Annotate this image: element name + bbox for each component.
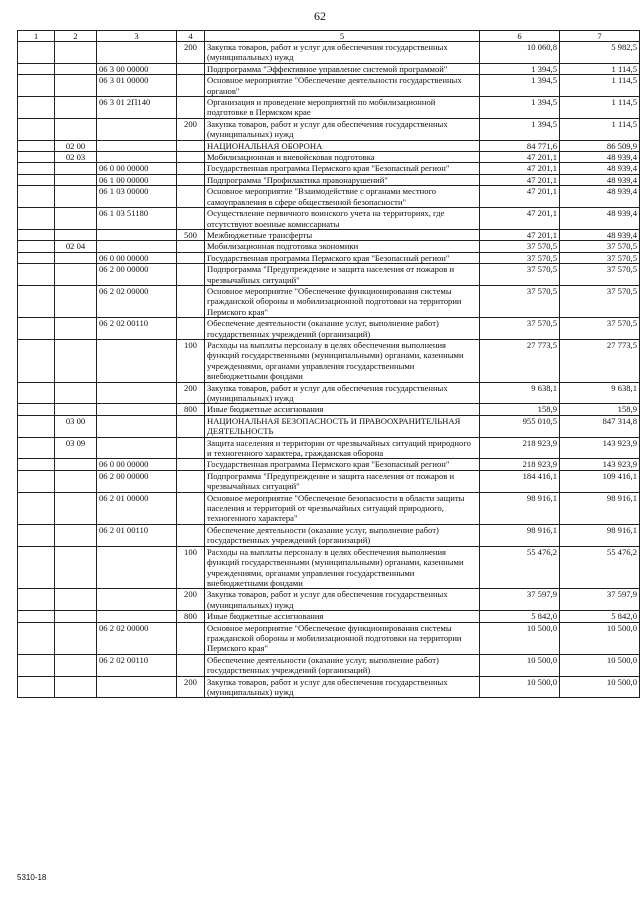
cell-target-article: 06 0 00 00000: [97, 459, 177, 470]
cell-amount-2: 109 416,1: [560, 470, 640, 492]
cell-col1: [18, 611, 55, 622]
table-row: [18, 186, 640, 208]
cell-name: Обеспечение деятельности (оказание услуг, выполнение работ) государственных учреждений (организаций): [205, 654, 480, 676]
cell-col1: [18, 174, 55, 185]
cell-name: Закупка товаров, работ и услуг для обеспечения государственных (муниципальных) нужд: [205, 589, 480, 611]
cell-target-article: 06 3 01 00000: [97, 75, 177, 97]
cell-amount-1: 955 010,5: [480, 415, 560, 437]
cell-target-article: 06 3 00 00000: [97, 63, 177, 74]
budget-table: [17, 30, 640, 698]
cell-col1: [18, 676, 55, 698]
cell-target-article: 06 2 00 00000: [97, 470, 177, 492]
column-header: 2: [55, 31, 97, 42]
cell-expense-type: [177, 186, 205, 208]
cell-name: Закупка товаров, работ и услуг для обеспечения государственных (муниципальных) нужд: [205, 118, 480, 140]
cell-target-article: 06 1 00 00000: [97, 174, 177, 185]
cell-expense-type: 200: [177, 42, 205, 64]
cell-col1: [18, 140, 55, 151]
cell-amount-1: 10 500,0: [480, 622, 560, 654]
cell-target-article: [97, 415, 177, 437]
column-header: 1: [18, 31, 55, 42]
cell-col1: [18, 622, 55, 654]
table-row: [18, 241, 640, 252]
cell-target-article: 06 3 01 2П140: [97, 97, 177, 119]
cell-expense-type: [177, 140, 205, 151]
cell-name: Основное мероприятие "Обеспечение функционирования системы гражданской обороны и мобилизационной подготовки на территории Пермского края": [205, 285, 480, 317]
cell-section: [55, 404, 97, 415]
cell-target-article: 06 2 00 00000: [97, 264, 177, 286]
cell-name: Закупка товаров, работ и услуг для обеспечения государственных (муниципальных) нужд: [205, 382, 480, 404]
cell-amount-2: 55 476,2: [560, 546, 640, 589]
cell-section: [55, 118, 97, 140]
cell-amount-1: 5 842,0: [480, 611, 560, 622]
cell-section: [55, 318, 97, 340]
cell-target-article: 06 2 02 00000: [97, 622, 177, 654]
cell-section: [55, 524, 97, 546]
table-row: [18, 404, 640, 415]
cell-col1: [18, 208, 55, 230]
cell-amount-2: 98 916,1: [560, 524, 640, 546]
cell-amount-1: 37 570,5: [480, 285, 560, 317]
cell-amount-2: 37 570,5: [560, 252, 640, 263]
cell-section: [55, 382, 97, 404]
cell-col1: [18, 654, 55, 676]
table-row: [18, 318, 640, 340]
cell-expense-type: 800: [177, 611, 205, 622]
cell-expense-type: [177, 208, 205, 230]
cell-col1: [18, 285, 55, 317]
cell-section: [55, 252, 97, 263]
cell-expense-type: [177, 75, 205, 97]
cell-amount-2: 5 982,5: [560, 42, 640, 64]
column-header: 5: [205, 31, 480, 42]
cell-amount-2: 37 570,5: [560, 264, 640, 286]
cell-section: [55, 611, 97, 622]
cell-amount-1: 10 500,0: [480, 654, 560, 676]
cell-name: Обеспечение деятельности (оказание услуг, выполнение работ) государственных учреждений (организаций): [205, 524, 480, 546]
cell-target-article: 06 2 01 00000: [97, 492, 177, 524]
cell-amount-1: 47 201,1: [480, 152, 560, 163]
cell-target-article: 06 2 01 00110: [97, 524, 177, 546]
cell-target-article: 06 2 02 00110: [97, 654, 177, 676]
cell-amount-1: 47 201,1: [480, 229, 560, 240]
table-row: [18, 229, 640, 240]
cell-amount-2: 1 114,5: [560, 97, 640, 119]
cell-name: Основное мероприятие "Обеспечение функционирования системы гражданской обороны и мобилизационной подготовки на территории Пермского края": [205, 622, 480, 654]
cell-section: [55, 97, 97, 119]
header-row: [18, 31, 640, 42]
column-header: 4: [177, 31, 205, 42]
cell-target-article: [97, 140, 177, 151]
cell-amount-2: 48 939,4: [560, 152, 640, 163]
cell-amount-1: 10 500,0: [480, 676, 560, 698]
cell-section: 02 03: [55, 152, 97, 163]
cell-col1: [18, 97, 55, 119]
cell-name: Защита населения и территории от чрезвычайных ситуаций природного и техногенного характера, гражданская оборона: [205, 437, 480, 459]
cell-target-article: 06 0 00 00000: [97, 252, 177, 263]
table-row: [18, 676, 640, 698]
cell-amount-2: 143 923,9: [560, 459, 640, 470]
cell-target-article: [97, 118, 177, 140]
cell-col1: [18, 264, 55, 286]
cell-amount-2: 1 114,5: [560, 75, 640, 97]
cell-col1: [18, 229, 55, 240]
cell-amount-2: 27 773,5: [560, 339, 640, 382]
table-row: [18, 437, 640, 459]
footer-code: 5310-18: [17, 873, 47, 882]
cell-expense-type: 100: [177, 339, 205, 382]
cell-section: [55, 654, 97, 676]
cell-amount-2: 143 923,9: [560, 437, 640, 459]
cell-expense-type: 800: [177, 404, 205, 415]
cell-amount-2: 37 570,5: [560, 318, 640, 340]
cell-amount-1: 55 476,2: [480, 546, 560, 589]
cell-amount-1: 47 201,1: [480, 186, 560, 208]
cell-expense-type: [177, 470, 205, 492]
cell-expense-type: 200: [177, 589, 205, 611]
cell-expense-type: [177, 524, 205, 546]
cell-name: Осуществление первичного воинского учета на территориях, где отсутствуют военные комиссариаты: [205, 208, 480, 230]
cell-target-article: 06 1 03 51180: [97, 208, 177, 230]
cell-expense-type: [177, 97, 205, 119]
cell-name: Мобилизационная подготовка экономики: [205, 241, 480, 252]
cell-section: [55, 459, 97, 470]
cell-target-article: 06 2 02 00110: [97, 318, 177, 340]
cell-amount-1: 1 394,5: [480, 118, 560, 140]
cell-expense-type: [177, 241, 205, 252]
cell-col1: [18, 252, 55, 263]
table-row: [18, 252, 640, 263]
cell-name: Иные бюджетные ассигнования: [205, 404, 480, 415]
cell-col1: [18, 589, 55, 611]
cell-name: Государственная программа Пермского края "Безопасный регион": [205, 459, 480, 470]
table-row: [18, 459, 640, 470]
cell-section: [55, 622, 97, 654]
cell-target-article: [97, 404, 177, 415]
table-row: [18, 589, 640, 611]
cell-section: [55, 75, 97, 97]
cell-col1: [18, 459, 55, 470]
table-row: [18, 654, 640, 676]
table-row: [18, 208, 640, 230]
table-row: [18, 42, 640, 64]
cell-name: Межбюджетные трансферты: [205, 229, 480, 240]
cell-section: [55, 589, 97, 611]
cell-col1: [18, 404, 55, 415]
cell-amount-2: 158,9: [560, 404, 640, 415]
table-row: [18, 118, 640, 140]
cell-amount-2: 48 939,4: [560, 229, 640, 240]
cell-amount-1: 10 060,8: [480, 42, 560, 64]
cell-expense-type: 200: [177, 676, 205, 698]
cell-section: [55, 285, 97, 317]
cell-amount-1: 37 597,9: [480, 589, 560, 611]
cell-name: Закупка товаров, работ и услуг для обеспечения государственных (муниципальных) нужд: [205, 42, 480, 64]
cell-section: [55, 339, 97, 382]
cell-expense-type: [177, 318, 205, 340]
cell-name: Иные бюджетные ассигнования: [205, 611, 480, 622]
cell-expense-type: [177, 163, 205, 174]
table-row: [18, 152, 640, 163]
cell-amount-1: 37 570,5: [480, 241, 560, 252]
cell-section: 03 00: [55, 415, 97, 437]
cell-section: [55, 174, 97, 185]
cell-col1: [18, 63, 55, 74]
cell-amount-1: 37 570,5: [480, 252, 560, 263]
cell-name: НАЦИОНАЛЬНАЯ ОБОРОНА: [205, 140, 480, 151]
cell-amount-1: 27 773,5: [480, 339, 560, 382]
cell-col1: [18, 75, 55, 97]
cell-section: 02 04: [55, 241, 97, 252]
cell-section: 02 00: [55, 140, 97, 151]
cell-amount-2: 86 509,9: [560, 140, 640, 151]
cell-amount-1: 1 394,5: [480, 75, 560, 97]
cell-section: [55, 186, 97, 208]
table-row: [18, 75, 640, 97]
table-row: [18, 339, 640, 382]
cell-amount-2: 1 114,5: [560, 63, 640, 74]
cell-name: Основное мероприятие "Взаимодействие с органами местного самоуправления в сфере общественной безопасности": [205, 186, 480, 208]
cell-section: [55, 63, 97, 74]
cell-target-article: [97, 676, 177, 698]
table-row: [18, 163, 640, 174]
cell-col1: [18, 492, 55, 524]
cell-expense-type: [177, 285, 205, 317]
cell-expense-type: [177, 654, 205, 676]
column-header: 7: [560, 31, 640, 42]
cell-expense-type: 100: [177, 546, 205, 589]
cell-amount-2: 10 500,0: [560, 676, 640, 698]
cell-expense-type: [177, 63, 205, 74]
cell-col1: [18, 241, 55, 252]
cell-amount-2: 48 939,4: [560, 208, 640, 230]
cell-amount-2: 37 570,5: [560, 241, 640, 252]
cell-expense-type: [177, 492, 205, 524]
cell-expense-type: 500: [177, 229, 205, 240]
cell-amount-2: 48 939,4: [560, 186, 640, 208]
cell-amount-1: 9 638,1: [480, 382, 560, 404]
cell-target-article: [97, 382, 177, 404]
cell-section: [55, 546, 97, 589]
cell-col1: [18, 437, 55, 459]
cell-name: Основное мероприятие "Обеспечение деятельности государственных органов": [205, 75, 480, 97]
cell-amount-2: 9 638,1: [560, 382, 640, 404]
cell-amount-1: 98 916,1: [480, 524, 560, 546]
cell-amount-2: 37 570,5: [560, 285, 640, 317]
cell-col1: [18, 186, 55, 208]
cell-col1: [18, 318, 55, 340]
cell-col1: [18, 152, 55, 163]
cell-amount-2: 1 114,5: [560, 118, 640, 140]
cell-amount-1: 1 394,5: [480, 97, 560, 119]
cell-name: Подпрограмма "Предупреждение и защита населения от пожаров и чрезвычайных ситуаций": [205, 470, 480, 492]
cell-col1: [18, 470, 55, 492]
cell-target-article: [97, 339, 177, 382]
table-row: [18, 140, 640, 151]
cell-name: Государственная программа Пермского края "Безопасный регион": [205, 163, 480, 174]
table-row: [18, 382, 640, 404]
cell-target-article: 06 1 03 00000: [97, 186, 177, 208]
cell-section: [55, 163, 97, 174]
table-row: [18, 415, 640, 437]
cell-section: [55, 42, 97, 64]
cell-amount-2: 37 597,9: [560, 589, 640, 611]
cell-col1: [18, 339, 55, 382]
cell-target-article: 06 0 00 00000: [97, 163, 177, 174]
cell-amount-1: 218 923,9: [480, 437, 560, 459]
cell-section: [55, 264, 97, 286]
cell-target-article: [97, 152, 177, 163]
cell-col1: [18, 42, 55, 64]
table-row: [18, 97, 640, 119]
table-row: [18, 546, 640, 589]
cell-col1: [18, 382, 55, 404]
cell-name: Подпрограмма "Профилактика правонарушений": [205, 174, 480, 185]
cell-col1: [18, 524, 55, 546]
table-row: [18, 63, 640, 74]
cell-amount-1: 37 570,5: [480, 264, 560, 286]
cell-section: [55, 229, 97, 240]
cell-amount-2: 48 939,4: [560, 163, 640, 174]
cell-section: [55, 208, 97, 230]
cell-section: 03 09: [55, 437, 97, 459]
cell-name: Обеспечение деятельности (оказание услуг, выполнение работ) государственных учреждений (организаций): [205, 318, 480, 340]
table-row: [18, 622, 640, 654]
cell-amount-1: 98 916,1: [480, 492, 560, 524]
cell-name: НАЦИОНАЛЬНАЯ БЕЗОПАСНОСТЬ И ПРАВООХРАНИТЕЛЬНАЯ ДЕЯТЕЛЬНОСТЬ: [205, 415, 480, 437]
cell-target-article: [97, 437, 177, 459]
cell-amount-2: 5 842,0: [560, 611, 640, 622]
table-row: [18, 264, 640, 286]
cell-name: Основное мероприятие "Обеспечение безопасности в области защиты населения и территорий от чрезвычайных ситуаций природного, техногенного характера": [205, 492, 480, 524]
cell-amount-1: 184 416,1: [480, 470, 560, 492]
table-header: [18, 31, 640, 42]
table-body: [18, 42, 640, 698]
cell-amount-2: 10 500,0: [560, 622, 640, 654]
table-row: [18, 285, 640, 317]
cell-section: [55, 470, 97, 492]
cell-expense-type: [177, 264, 205, 286]
column-header: 3: [97, 31, 177, 42]
cell-target-article: [97, 241, 177, 252]
cell-expense-type: [177, 437, 205, 459]
cell-amount-2: 10 500,0: [560, 654, 640, 676]
cell-expense-type: [177, 622, 205, 654]
cell-expense-type: [177, 459, 205, 470]
cell-name: Подпрограмма "Эффективное управление системой программой": [205, 63, 480, 74]
cell-target-article: [97, 546, 177, 589]
cell-target-article: [97, 611, 177, 622]
cell-target-article: 06 2 02 00000: [97, 285, 177, 317]
cell-name: Организация и проведение мероприятий по мобилизационной подготовке в Пермском крае: [205, 97, 480, 119]
table-row: [18, 470, 640, 492]
cell-expense-type: [177, 174, 205, 185]
table-row: [18, 524, 640, 546]
cell-section: [55, 492, 97, 524]
cell-name: Расходы на выплаты персоналу в целях обеспечения выполнения функций государственными (муниципальными) органами, казенными учреждениями, органами управления государственными внебюджетными фондами: [205, 546, 480, 589]
cell-target-article: [97, 589, 177, 611]
cell-col1: [18, 415, 55, 437]
cell-col1: [18, 546, 55, 589]
table-row: [18, 492, 640, 524]
cell-name: Закупка товаров, работ и услуг для обеспечения государственных (муниципальных) нужд: [205, 676, 480, 698]
cell-amount-1: 218 923,9: [480, 459, 560, 470]
cell-target-article: [97, 42, 177, 64]
cell-name: Мобилизационная и вневойсковая подготовка: [205, 152, 480, 163]
cell-amount-1: 1 394,5: [480, 63, 560, 74]
cell-amount-1: 47 201,1: [480, 208, 560, 230]
cell-col1: [18, 163, 55, 174]
cell-amount-2: 98 916,1: [560, 492, 640, 524]
cell-amount-1: 47 201,1: [480, 163, 560, 174]
cell-amount-1: 84 771,6: [480, 140, 560, 151]
cell-amount-1: 158,9: [480, 404, 560, 415]
cell-amount-2: 847 314,8: [560, 415, 640, 437]
cell-amount-1: 37 570,5: [480, 318, 560, 340]
cell-section: [55, 676, 97, 698]
cell-expense-type: [177, 252, 205, 263]
cell-expense-type: 200: [177, 382, 205, 404]
cell-col1: [18, 118, 55, 140]
cell-expense-type: [177, 415, 205, 437]
cell-amount-1: 47 201,1: [480, 174, 560, 185]
cell-expense-type: [177, 152, 205, 163]
cell-expense-type: 200: [177, 118, 205, 140]
cell-name: Расходы на выплаты персоналу в целях обеспечения выполнения функций государственными (муниципальными) органами, казенными учреждениями, органами управления государственными внебюджетными фондами: [205, 339, 480, 382]
cell-target-article: [97, 229, 177, 240]
cell-amount-2: 48 939,4: [560, 174, 640, 185]
page-number: 62: [314, 9, 326, 23]
column-header: 6: [480, 31, 560, 42]
cell-name: Государственная программа Пермского края "Безопасный регион": [205, 252, 480, 263]
table-row: [18, 174, 640, 185]
table-row: [18, 611, 640, 622]
cell-name: Подпрограмма "Предупреждение и защита населения от пожаров и чрезвычайных ситуаций": [205, 264, 480, 286]
